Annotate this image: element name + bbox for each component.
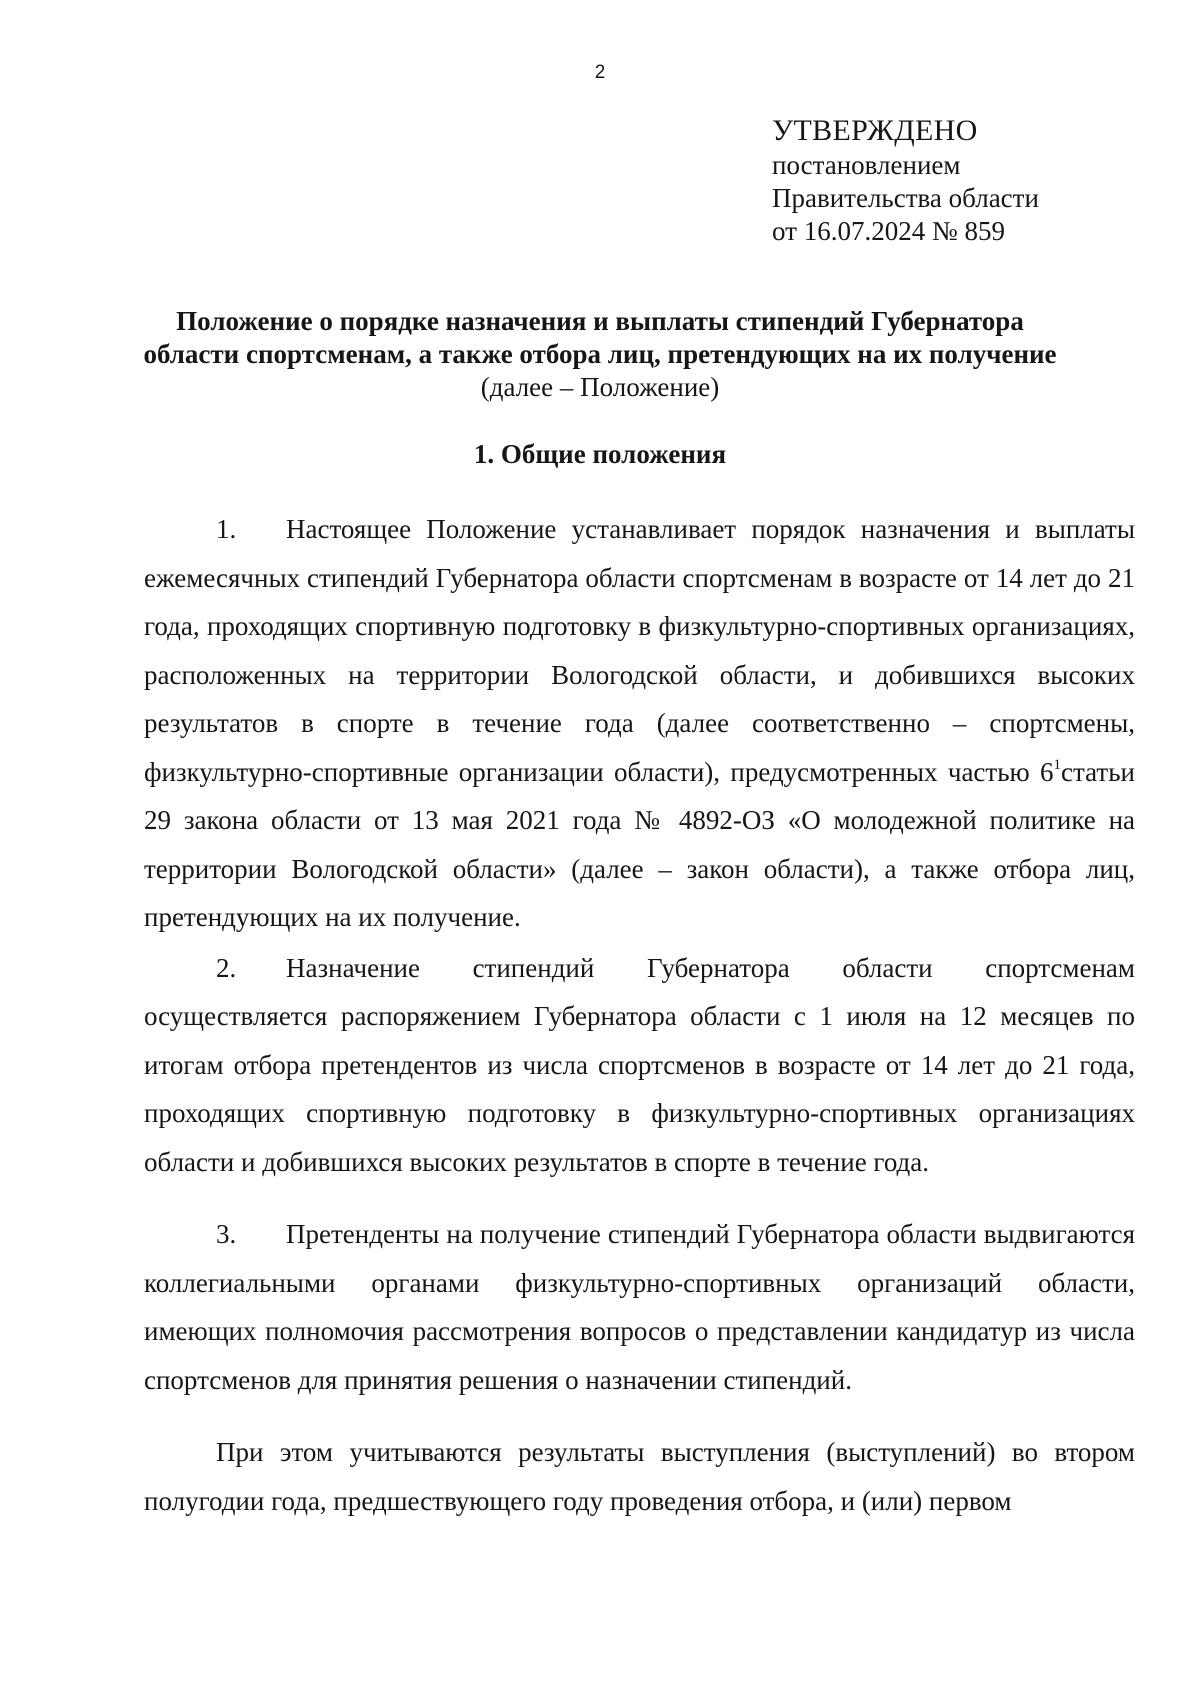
approval-line: постановлением [772,150,961,180]
paragraph-text: Назначение стипендий Губернатора области спортсменам осуществляется распоряжением Губернатора области с 1 июля на 12 месяцев по итогам отбора претендентов из числа спортсменов в возрасте от 14 лет до 21 года, проходящих спортивную подготовку в физкультурно-спортивных организациях области и добившихся высоких результатов в спорте в течение года. [144,952,1135,1177]
paragraph-number: 1. [216,514,237,544]
paragraph [144,944,1135,1187]
paragraph-text: При этом учитываются результаты выступления (выступлений) во втором полугодии года, предшествующего году проведения отбора, и (или) первом [144,1437,1135,1516]
approval-stamp: УТВЕРЖДЕНО [772,114,978,147]
document-title [0,305,1200,404]
title-subline: (далее – Положение) [480,372,720,402]
paragraph [144,1210,1135,1404]
paragraph [144,1428,1135,1525]
document-body [144,505,1135,1525]
approval-block [772,113,1039,248]
approval-date-number: от 16.07.2024 № 859 [772,216,1005,246]
section-heading: 1. Общие положения [473,439,727,469]
approval-line: Правительства области [772,183,1039,213]
paragraph [144,505,1135,942]
superscript: 1 [1053,756,1062,773]
paragraph-text: статьи 29 закона области от 13 мая 2021 года № 4892-ОЗ «О молодежной политике на территории Вологодской области» (далее – закон области), а также отбора лиц, претендующих на их получение. [144,756,1135,932]
paragraph-number: 2. [216,952,237,983]
title-line: области спортсменам, а также отбора лиц, претендующих на их получение [143,339,1057,369]
title-line: Положение о порядке назначения и выплаты стипендий Губернатора [176,306,1024,336]
page-number: 2 [594,62,606,83]
paragraph-text: Настоящее Положение устанавливает порядок назначения и выплаты ежемесячных стипендий Губернатора области спортсменам в возрасте от 14 лет до 21 года, проходящих спортивную подготовку в физкультурно-спортивных организациях, расположенных на территории Вологодской области, и добившихся высоких результатов в спорте в течение года (далее соответственно – спортсмены, физкультурно-спортивные организации области), предусмотренных частью 6 [144,514,1135,787]
paragraph-number: 3. [216,1219,237,1249]
paragraph-text: Претенденты на получение стипендий Губернатора области выдвигаются коллегиальными органами физкультурно-спортивных организаций области, имеющих полномочия рассмотрения вопросов о представлении кандидатур из числа спортсменов для принятия решения о назначении стипендий. [144,1219,1135,1395]
